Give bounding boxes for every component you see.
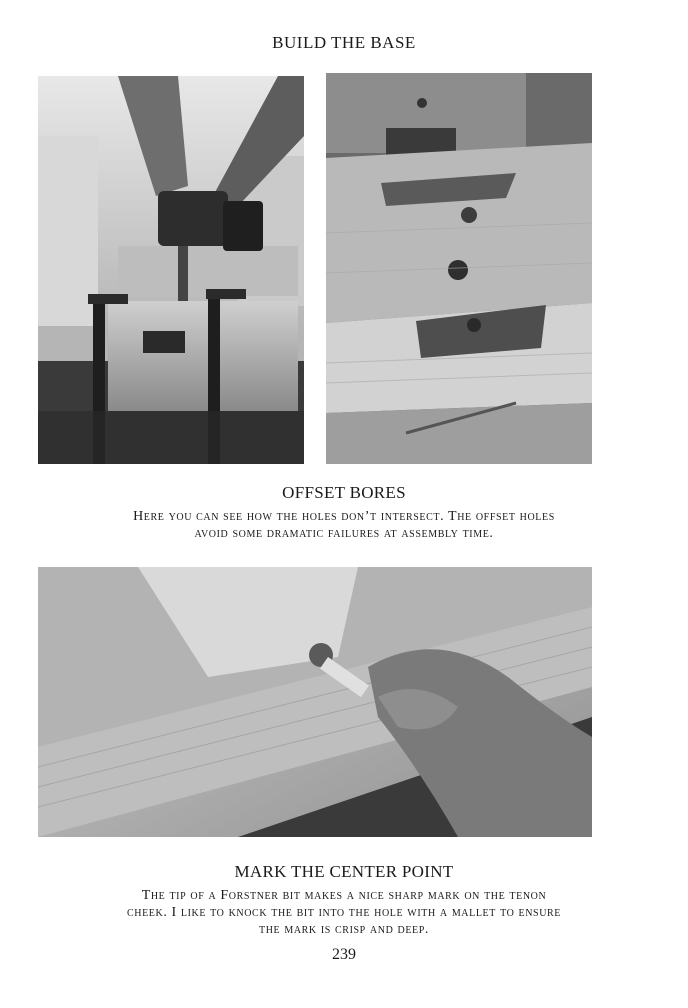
bores-photo [326,73,592,464]
caption-line: avoid some dramatic failures at assembly time. [194,526,494,541]
caption-title-mark-center: MARK THE CENTER POINT [234,862,454,881]
photo-forstner-bit-mark-icon [38,567,592,837]
caption-line: the mark is crisp and deep. [259,922,429,937]
caption-line: Here you can see how the holes don’t intersect. The offset holes [133,509,555,524]
running-head: BUILD THE BASE [272,33,416,52]
caption-line: cheek. I like to knock the bit into the hole with a mallet to ensure [126,905,562,920]
caption-line: The tip of a Forstner bit makes a nice sharp mark on the tenon [141,888,547,903]
drill-photo [38,76,304,464]
photo-offset-bores-icon [326,73,592,464]
photo-drilling-bench-leg-icon [38,76,304,464]
mark-photo [38,567,592,837]
caption-title-offset-bores: OFFSET BORES [282,483,406,502]
caption-body-mark-center [30,887,658,938]
page-number: 239 [332,946,356,963]
caption-body-offset-bores [30,508,658,542]
